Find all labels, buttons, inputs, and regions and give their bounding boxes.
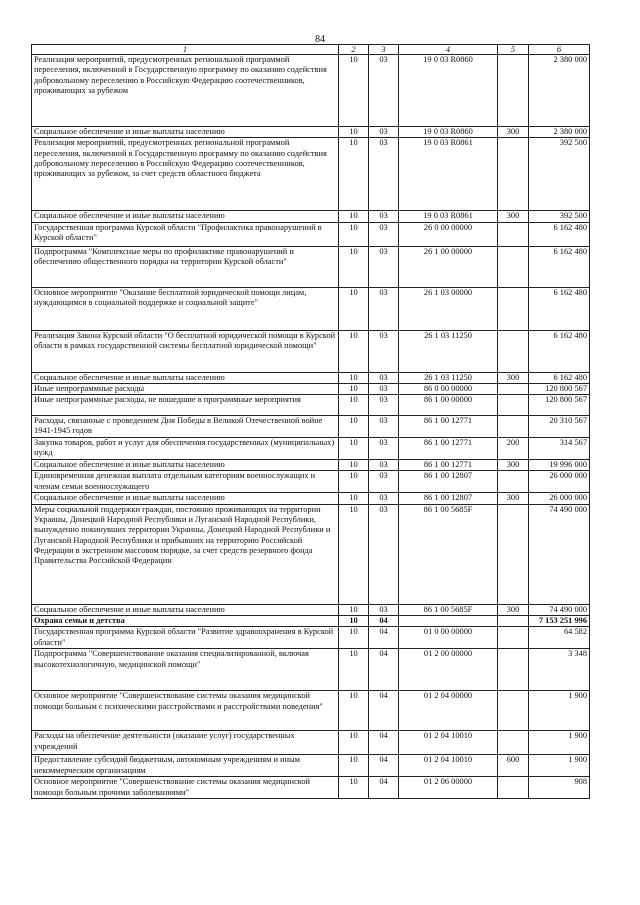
table-row — [32, 731, 590, 755]
amount: 314 567 — [529, 438, 590, 460]
column-number: 4 — [399, 45, 498, 55]
section-code: 10 — [339, 649, 369, 691]
table-row — [32, 777, 590, 799]
table-row — [32, 287, 590, 330]
section-code: 10 — [339, 438, 369, 460]
table-row — [32, 395, 590, 416]
row-name: Предоставление субсидий бюджетным, автономным учреждениям и иным некоммерческим организациям — [32, 755, 339, 777]
subsection-code: 04 — [369, 755, 399, 777]
table-row — [32, 138, 590, 211]
column-number: 6 — [529, 45, 590, 55]
section-code: 10 — [339, 246, 369, 287]
section-code: 10 — [339, 460, 369, 471]
column-number: 3 — [369, 45, 399, 55]
expense-type-code: 300 — [498, 372, 529, 383]
section-code: 10 — [339, 211, 369, 222]
expense-type-code: 600 — [498, 755, 529, 777]
row-name: Подпрограмма "Совершенствование оказания специализированной, включая высокотехнологичную, медицинской помощи" — [32, 649, 339, 691]
amount: 19 996 000 — [529, 460, 590, 471]
subsection-code: 03 — [369, 372, 399, 383]
target-article-code: 19 0 03 R0861 — [399, 211, 498, 222]
target-article-code: 26 1 03 00000 — [399, 287, 498, 330]
target-article-code: 19 0 03 R0860 — [399, 127, 498, 138]
table-row — [32, 616, 590, 627]
section-code: 10 — [339, 222, 369, 246]
amount: 26 000 000 — [529, 493, 590, 504]
expense-type-code: 300 — [498, 604, 529, 615]
row-name: Социальное обеспечение и иные выплаты населению — [32, 372, 339, 383]
row-name: Расходы, связанные с проведением Дня Победы в Великой Отечественной войне 1941-1945 годов — [32, 416, 339, 438]
table-row — [32, 438, 590, 460]
subsection-code: 03 — [369, 504, 399, 604]
table-row — [32, 504, 590, 604]
target-article-code: 26 1 00 00000 — [399, 246, 498, 287]
row-name: Закупка товаров, работ и услуг для обеспечения государственных (муниципальных) нужд — [32, 438, 339, 460]
expense-type-code — [498, 777, 529, 799]
row-name: Меры социальной поддержки граждан, постоянно проживающих на территории Украины, Донецкой Народной Республики и Луганской Народной Республики, вынужденно покинувших территории Украины, Донецкой Народной Республики и Луганской Народной Республики и прибывших на территорию Российской Федерации в экстренном массовом порядке, за счет средств резервного фонда Правительства Российской Федерации — [32, 504, 339, 604]
subsection-code: 03 — [369, 138, 399, 211]
subsection-code: 03 — [369, 438, 399, 460]
amount: 1 900 — [529, 691, 590, 731]
section-code: 10 — [339, 55, 369, 127]
subsection-code: 04 — [369, 627, 399, 649]
target-article-code: 86 1 00 12771 — [399, 460, 498, 471]
subsection-code: 03 — [369, 330, 399, 372]
amount: 6 162 480 — [529, 330, 590, 372]
target-article-code: 86 0 00 00000 — [399, 383, 498, 394]
target-article-code: 86 1 00 12807 — [399, 471, 498, 493]
expense-type-code — [498, 287, 529, 330]
amount: 1 900 — [529, 755, 590, 777]
expense-type-code — [498, 627, 529, 649]
target-article-code: 86 1 00 00000 — [399, 395, 498, 416]
row-name: Реализация мероприятий, предусмотренных региональной программой переселения, включенной в Государственную программу по оказанию содействия добровольному переселению в Российскую Федерацию соотечественников, проживающих за рубежом, за счет средств областного бюджета — [32, 138, 339, 211]
subsection-code: 03 — [369, 211, 399, 222]
target-article-code: 01 2 00 00000 — [399, 649, 498, 691]
section-code: 10 — [339, 504, 369, 604]
expense-type-code — [498, 246, 529, 287]
amount: 6 162 480 — [529, 246, 590, 287]
amount: 2 380 000 — [529, 127, 590, 138]
subsection-code: 03 — [369, 460, 399, 471]
row-name: Охрана семьи и детства — [32, 616, 339, 627]
expense-type-code: 300 — [498, 211, 529, 222]
section-code: 10 — [339, 627, 369, 649]
target-article-code: 86 1 00 12771 — [399, 438, 498, 460]
target-article-code: 86 1 00 5685F — [399, 604, 498, 615]
expense-type-code: 200 — [498, 438, 529, 460]
row-name: Основное мероприятие "Совершенствование системы оказания медицинской помощи больным с психическими расстройствами и расстройствами поведения" — [32, 691, 339, 731]
table-row — [32, 246, 590, 287]
amount: 26 000 000 — [529, 471, 590, 493]
table-row — [32, 127, 590, 138]
amount: 64 582 — [529, 627, 590, 649]
subsection-code: 03 — [369, 287, 399, 330]
subsection-code: 04 — [369, 691, 399, 731]
table-row — [32, 649, 590, 691]
subsection-code: 03 — [369, 471, 399, 493]
expense-type-code — [498, 395, 529, 416]
expense-type-code — [498, 138, 529, 211]
amount: 2 380 000 — [529, 55, 590, 127]
amount: 6 162 480 — [529, 372, 590, 383]
row-name: Основное мероприятие "Совершенствование системы оказания медицинской помощи больным прочими заболеваниями" — [32, 777, 339, 799]
section-code: 10 — [339, 493, 369, 504]
row-name: Иные непрограммные расходы, не вошедшие в программные мероприятия — [32, 395, 339, 416]
table-row — [32, 471, 590, 493]
subsection-code: 04 — [369, 731, 399, 755]
expense-type-code: 300 — [498, 460, 529, 471]
amount: 7 153 251 996 — [529, 616, 590, 627]
row-name: Реализация мероприятий, предусмотренных региональной программой переселения, включенной в Государственную программу по оказанию содействия добровольному переселению в Российскую Федерацию соотечественников, проживающих за рубежом — [32, 55, 339, 127]
row-name: Подпрограмма "Комплексные меры по профилактике правонарушений и обеспечению общественного порядка на территории Курской области" — [32, 246, 339, 287]
expense-type-code — [498, 471, 529, 493]
section-code: 10 — [339, 395, 369, 416]
subsection-code: 04 — [369, 777, 399, 799]
target-article-code: 86 1 00 5685F — [399, 504, 498, 604]
column-number: 2 — [339, 45, 369, 55]
budget-table — [31, 44, 590, 799]
amount: 120 800 567 — [529, 383, 590, 394]
column-number: 1 — [32, 45, 339, 55]
target-article-code: 86 1 00 12771 — [399, 416, 498, 438]
row-name: Социальное обеспечение и иные выплаты населению — [32, 127, 339, 138]
page-number: 84 — [315, 34, 325, 45]
subsection-code: 03 — [369, 55, 399, 127]
target-article-code: 01 2 06 00000 — [399, 777, 498, 799]
column-number: 5 — [498, 45, 529, 55]
expense-type-code: 300 — [498, 127, 529, 138]
expense-type-code — [498, 649, 529, 691]
amount: 74 490 000 — [529, 604, 590, 615]
table-row — [32, 460, 590, 471]
row-name: Основное мероприятие "Оказание бесплатной юридической помощи лицам, нуждающимся в социальной поддержке и социальной защите" — [32, 287, 339, 330]
target-article-code: 26 1 03 11250 — [399, 372, 498, 383]
section-code: 10 — [339, 616, 369, 627]
table-row — [32, 604, 590, 615]
section-code: 10 — [339, 604, 369, 615]
subsection-code: 03 — [369, 127, 399, 138]
target-article-code: 01 2 04 10010 — [399, 755, 498, 777]
amount: 908 — [529, 777, 590, 799]
amount: 3 348 — [529, 649, 590, 691]
table-row — [32, 755, 590, 777]
table-row — [32, 627, 590, 649]
section-code: 10 — [339, 383, 369, 394]
amount: 20 310 567 — [529, 416, 590, 438]
target-article-code: 19 0 03 R0861 — [399, 138, 498, 211]
row-name: Социальное обеспечение и иные выплаты населению — [32, 604, 339, 615]
row-name: Расходы на обеспечение деятельности (оказание услуг) государственных учреждений — [32, 731, 339, 755]
expense-type-code — [498, 222, 529, 246]
expense-type-code: 300 — [498, 493, 529, 504]
target-article-code: 01 2 04 10010 — [399, 731, 498, 755]
section-code: 10 — [339, 777, 369, 799]
section-code: 10 — [339, 127, 369, 138]
subsection-code: 03 — [369, 604, 399, 615]
amount: 74 490 000 — [529, 504, 590, 604]
section-code: 10 — [339, 691, 369, 731]
table-row — [32, 372, 590, 383]
expense-type-code — [498, 383, 529, 394]
row-name: Реализация Закона Курской области "О бесплатной юридической помощи в Курской области в рамках государственной системы бесплатной юридической помощи" — [32, 330, 339, 372]
section-code: 10 — [339, 731, 369, 755]
subsection-code: 03 — [369, 416, 399, 438]
expense-type-code — [498, 731, 529, 755]
amount: 1 900 — [529, 731, 590, 755]
target-article-code: 19 0 03 R0860 — [399, 55, 498, 127]
column-number-row — [32, 45, 590, 55]
section-code: 10 — [339, 287, 369, 330]
target-article-code: 01 2 04 00000 — [399, 691, 498, 731]
section-code: 10 — [339, 330, 369, 372]
expense-type-code — [498, 416, 529, 438]
expense-type-code — [498, 616, 529, 627]
subsection-code: 03 — [369, 222, 399, 246]
expense-type-code — [498, 330, 529, 372]
target-article-code — [399, 616, 498, 627]
subsection-code: 03 — [369, 395, 399, 416]
table-row — [32, 416, 590, 438]
section-code: 10 — [339, 471, 369, 493]
subsection-code: 03 — [369, 493, 399, 504]
table-row — [32, 55, 590, 127]
subsection-code: 04 — [369, 649, 399, 691]
table-row — [32, 691, 590, 731]
expense-type-code — [498, 504, 529, 604]
section-code: 10 — [339, 416, 369, 438]
table-row — [32, 222, 590, 246]
table-row — [32, 330, 590, 372]
table-row — [32, 383, 590, 394]
subsection-code: 03 — [369, 246, 399, 287]
row-name: Иные непрограммные расходы — [32, 383, 339, 394]
table-row — [32, 211, 590, 222]
amount: 6 162 480 — [529, 287, 590, 330]
subsection-code: 04 — [369, 616, 399, 627]
row-name: Государственная программа Курской области "Профилактика правонарушений в Курской области" — [32, 222, 339, 246]
section-code: 10 — [339, 372, 369, 383]
section-code: 10 — [339, 755, 369, 777]
subsection-code: 03 — [369, 383, 399, 394]
row-name: Социальное обеспечение и иные выплаты населению — [32, 493, 339, 504]
amount: 6 162 480 — [529, 222, 590, 246]
row-name: Единовременная денежная выплата отдельным категориям военнослужащих и членам семьи военнослужащего — [32, 471, 339, 493]
row-name: Государственная программа Курской области "Развитие здравоохранения в Курской области" — [32, 627, 339, 649]
expense-type-code — [498, 691, 529, 731]
section-code: 10 — [339, 138, 369, 211]
expense-type-code — [498, 55, 529, 127]
amount: 120 800 567 — [529, 395, 590, 416]
amount: 392 500 — [529, 211, 590, 222]
target-article-code: 26 0 00 00000 — [399, 222, 498, 246]
table-row — [32, 493, 590, 504]
row-name: Социальное обеспечение и иные выплаты населению — [32, 460, 339, 471]
target-article-code: 86 1 00 12807 — [399, 493, 498, 504]
target-article-code: 01 0 00 00000 — [399, 627, 498, 649]
target-article-code: 26 1 03 11250 — [399, 330, 498, 372]
row-name: Социальное обеспечение и иные выплаты населению — [32, 211, 339, 222]
amount: 392 500 — [529, 138, 590, 211]
